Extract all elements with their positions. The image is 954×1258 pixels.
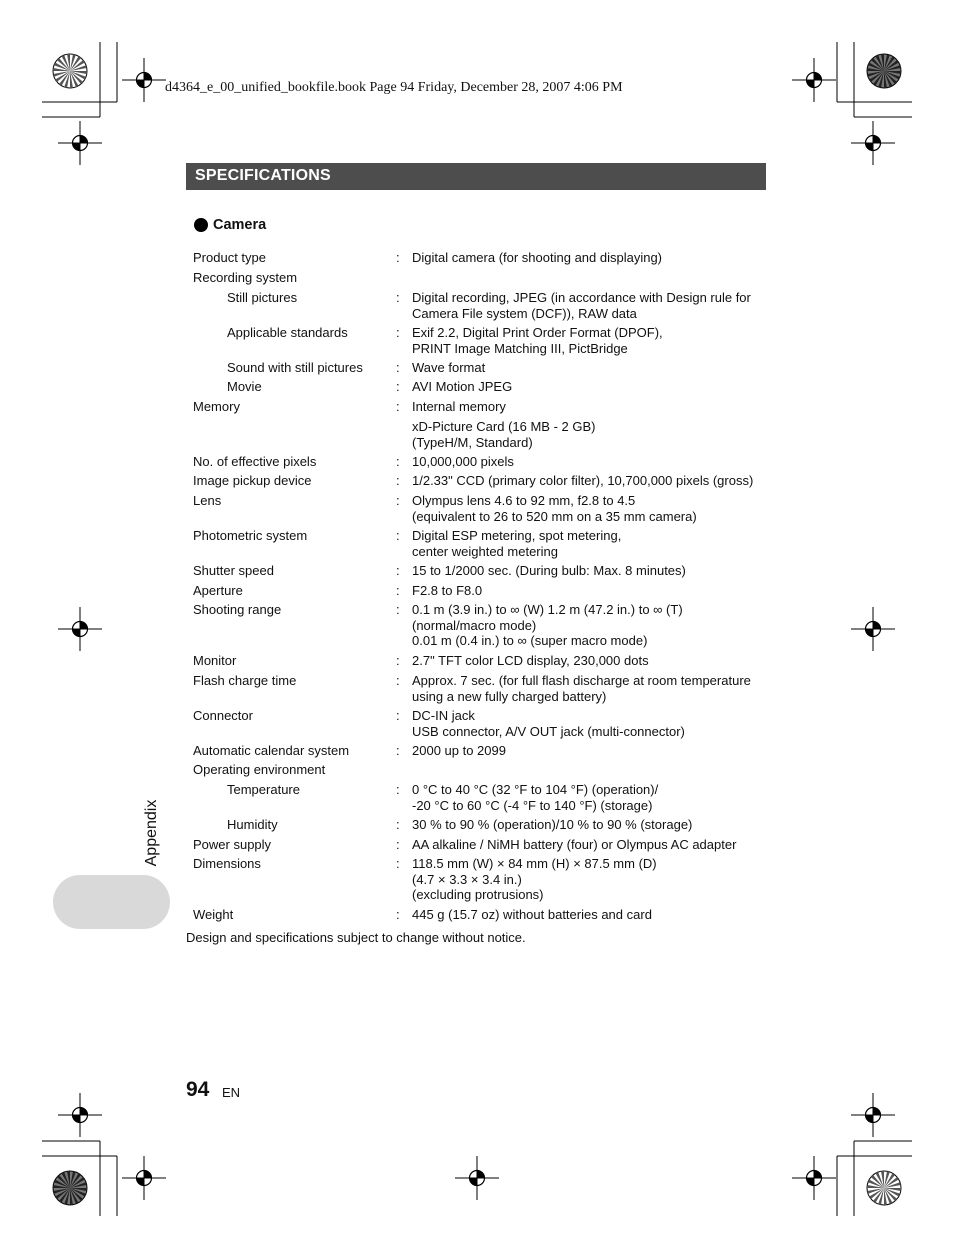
spec-separator: : [396,673,400,688]
spec-value: 118.5 mm (W) × 84 mm (H) × 87.5 mm (D) (4.7 × 3.3 × 3.4 in.) (excluding protrusions) [412,856,657,902]
spec-value: 0.1 m (3.9 in.) to ∞ (W) 1.2 m (47.2 in.) to ∞ (T) (normal/macro mode) 0.01 m (0.4 in.) to ∞ (super macro mode) [412,602,683,648]
spec-label: Product type [193,250,266,265]
spec-value: DC-IN jack USB connector, A/V OUT jack (multi-connector) [412,708,685,739]
spec-value: 0 °C to 40 °C (32 °F to 104 °F) (operation)/ -20 °C to 60 °C (-4 °F to 140 °F) (storage) [412,782,659,813]
spec-separator: : [396,602,400,617]
spec-label: Monitor [193,653,237,668]
spec-separator: : [396,325,400,340]
spec-value: Exif 2.2, Digital Print Order Format (DPOF), PRINT Image Matching III, PictBridge [412,325,663,356]
page-number: 94 [186,1078,210,1101]
spec-value: Digital ESP metering, spot metering, center weighted metering [412,528,622,559]
spec-value: 445 g (15.7 oz) without batteries and card [412,907,652,922]
spec-label: Applicable standards [227,325,348,340]
spec-value: 30 % to 90 % (operation)/10 % to 90 % (storage) [412,817,693,832]
spec-separator: : [396,473,400,488]
spec-value: Approx. 7 sec. (for full flash discharge at room temperature using a new fully charged battery) [412,673,751,704]
spec-value: xD-Picture Card (16 MB - 2 GB) (TypeH/M, Standard) [412,419,596,450]
spec-label: Recording system [193,270,298,285]
spec-label: Shutter speed [193,563,274,578]
spec-label: Operating environment [193,762,326,777]
spec-separator: : [396,379,400,394]
spec-label: Lens [193,493,222,508]
section-title: SPECIFICATIONS [195,167,331,184]
spec-label: Photometric system [193,528,308,543]
spec-value: Digital camera (for shooting and displaying) [412,250,663,265]
spec-value: AA alkaline / NiMH battery (four) or Olympus AC adapter [412,837,737,852]
language-code: EN [222,1085,241,1100]
spec-value: 15 to 1/2000 sec. (During bulb: Max. 8 minutes) [412,563,686,578]
spec-label: Weight [193,907,234,922]
file-header: d4364_e_00_unified_bookfile.book Page 94 Friday, December 28, 2007 4:06 PM [165,80,623,95]
section-title-bar [186,163,766,190]
spec-label: Flash charge time [193,673,297,688]
spec-separator: : [396,399,400,414]
spec-separator: : [396,360,400,375]
spec-label: Connector [193,708,253,723]
spec-label: No. of effective pixels [193,454,317,469]
spec-label: Sound with still pictures [227,360,363,375]
spec-value: Wave format [412,360,486,375]
subsection-title: Camera [213,217,267,233]
subsection-heading [194,217,266,233]
spec-separator: : [396,653,400,668]
spec-value: Olympus lens 4.6 to 92 mm, f2.8 to 4.5 (equivalent to 26 to 520 mm on a 35 mm camera) [412,493,697,524]
spec-separator: : [396,856,400,871]
spec-value: AVI Motion JPEG [412,379,513,394]
spec-value: 10,000,000 pixels [412,454,514,469]
spec-value: F2.8 to F8.0 [412,583,483,598]
spec-separator: : [396,837,400,852]
footnote: Design and specifications subject to change without notice. [186,930,526,945]
spec-separator: : [396,290,400,305]
spec-label: Shooting range [193,602,282,617]
spec-separator: : [396,782,400,797]
spec-separator: : [396,528,400,543]
spec-separator: : [396,493,400,508]
spec-label: Automatic calendar system [193,743,350,758]
spec-label: Movie [227,379,262,394]
spec-separator: : [396,250,400,265]
spec-label: Memory [193,399,240,414]
spec-separator: : [396,454,400,469]
spec-label: Aperture [193,583,243,598]
spec-separator: : [396,708,400,723]
bullet-icon [194,218,208,232]
spec-label: Temperature [227,782,300,797]
spec-label: Dimensions [193,856,261,871]
spec-separator: : [396,563,400,578]
spec-value: 2.7" TFT color LCD display, 230,000 dots [412,653,649,668]
spec-value: Digital recording, JPEG (in accordance with Design rule for Camera File system (DCF)), RAW data [412,290,751,321]
spec-separator: : [396,817,400,832]
spec-value: Internal memory [412,399,506,414]
spec-label: Power supply [193,837,272,852]
spec-separator: : [396,583,400,598]
spec-value: 1/2.33" CCD (primary color filter), 10,700,000 pixels (gross) [412,473,754,488]
spec-label: Still pictures [227,290,298,305]
spec-label: Image pickup device [193,473,312,488]
spec-separator: : [396,743,400,758]
spec-separator: : [396,907,400,922]
spec-value: 2000 up to 2099 [412,743,506,758]
side-tab-label: Appendix [143,799,160,867]
spec-label: Humidity [227,817,278,832]
side-tab [53,875,170,929]
